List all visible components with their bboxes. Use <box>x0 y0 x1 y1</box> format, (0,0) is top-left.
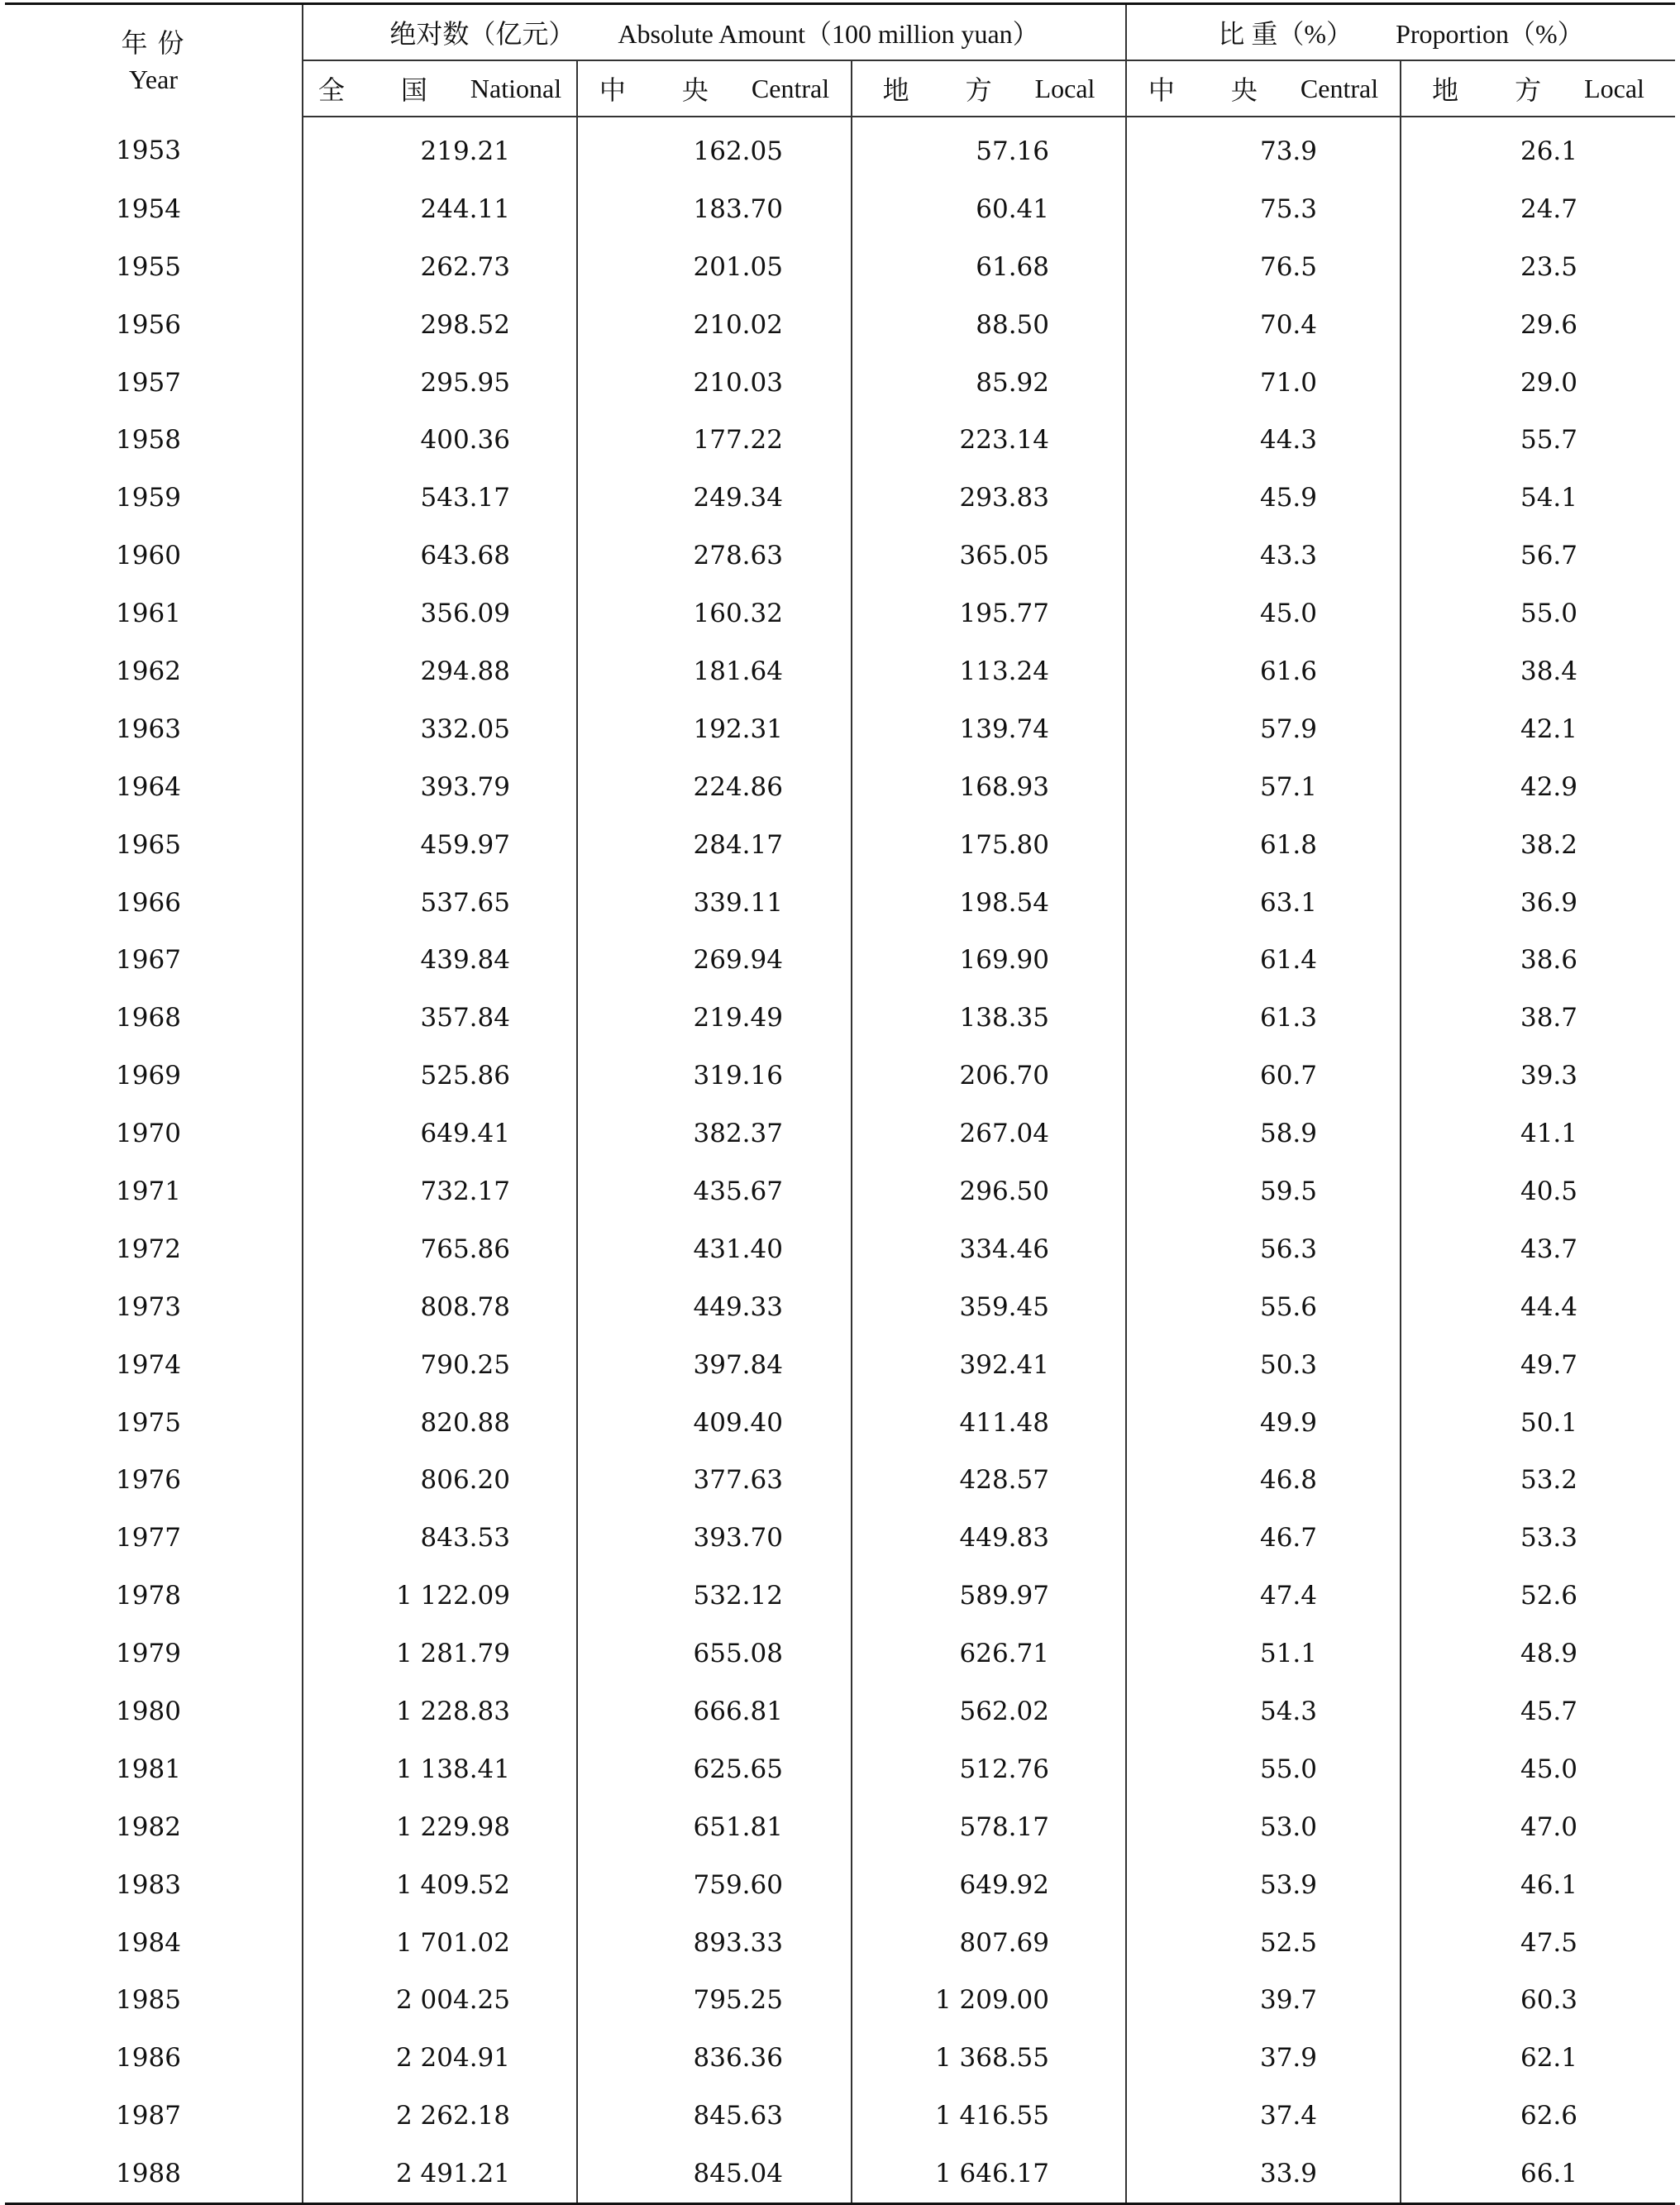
local-amount-cell: 411.48 <box>852 1394 1126 1452</box>
local-amount-cell: 1 646.17 <box>852 2145 1126 2203</box>
table-row <box>5 1162 1675 1220</box>
central-proportion-cell: 75.3 <box>1126 180 1401 238</box>
local-proportion-cell: 55.0 <box>1520 599 1578 629</box>
central-amount-cell: 278.63 <box>577 527 852 585</box>
local-proportion-cell: 43.7 <box>1520 1234 1578 1264</box>
central-proportion-cell: 63.1 <box>1126 874 1401 932</box>
central-amount-cell: 249.34 <box>577 469 852 527</box>
local-amount-header-en: Local <box>1034 73 1095 103</box>
local-amount-cell: 88.50 <box>852 296 1126 354</box>
table-row <box>5 989 1675 1047</box>
central-amount-cell: 759.60 <box>577 1856 852 1914</box>
year-cell: 1979 <box>5 1625 303 1682</box>
central-proportion-cell: 55.0 <box>1126 1740 1401 1798</box>
central-proportion-cell: 53.9 <box>1126 1856 1401 1914</box>
central-amount-cell: 210.02 <box>577 296 852 354</box>
local-amount-cell: 85.92 <box>852 354 1126 412</box>
local-amount-cell: 649.92 <box>852 1856 1126 1914</box>
central-proportion-cell: 46.8 <box>1126 1451 1401 1509</box>
year-cell: 1956 <box>5 296 303 354</box>
central-proportion-cell: 51.1 <box>1126 1625 1401 1682</box>
local-amount-cell: 168.93 <box>852 758 1126 816</box>
central-amount-cell: 269.94 <box>577 931 852 989</box>
year-cell: 1961 <box>5 585 303 642</box>
year-header-zh: 年 份 <box>121 27 186 58</box>
year-cell: 1971 <box>5 1162 303 1220</box>
national-amount-cell: 732.17 <box>303 1162 577 1220</box>
local-amount-cell: 293.83 <box>852 469 1126 527</box>
local-proportion-cell: 52.6 <box>1520 1581 1578 1611</box>
central-proportion-cell: 61.8 <box>1126 816 1401 874</box>
central-amount-cell: 319.16 <box>577 1047 852 1105</box>
table-row <box>5 354 1675 412</box>
central-amount-cell: 655.08 <box>577 1625 852 1682</box>
local-proportion-cell: 38.6 <box>1520 945 1578 976</box>
national-amount-cell: 525.86 <box>303 1047 577 1105</box>
local-amount-cell: 198.54 <box>852 874 1126 932</box>
central-amount-cell: 339.11 <box>577 874 852 932</box>
year-cell: 1985 <box>5 1972 303 2030</box>
year-cell: 1964 <box>5 758 303 816</box>
central-amount-cell: 397.84 <box>577 1336 852 1394</box>
central-proportion-column-header <box>1126 60 1401 117</box>
year-cell: 1988 <box>5 2145 303 2203</box>
absolute-amount-group-header <box>303 4 1126 61</box>
table-row <box>5 1336 1675 1394</box>
year-column-header <box>5 4 303 117</box>
absolute-amount-header-en: Absolute Amount（100 million yuan） <box>618 19 1039 49</box>
year-cell: 1967 <box>5 931 303 989</box>
local-amount-cell: 807.69 <box>852 1914 1126 1972</box>
local-proportion-column-header <box>1401 60 1675 117</box>
local-amount-cell: 359.45 <box>852 1278 1126 1336</box>
table-row <box>5 1740 1675 1798</box>
local-amount-cell: 57.16 <box>852 117 1126 180</box>
central-proportion-cell: 58.9 <box>1126 1105 1401 1162</box>
local-proportion-cell: 38.7 <box>1520 1003 1578 1033</box>
local-amount-cell: 578.17 <box>852 1798 1126 1856</box>
local-amount-cell: 61.68 <box>852 238 1126 296</box>
year-header-en: Year <box>129 64 178 94</box>
central-amount-cell: 177.22 <box>577 411 852 469</box>
national-amount-cell: 459.97 <box>303 816 577 874</box>
year-cell: 1977 <box>5 1509 303 1567</box>
year-cell: 1972 <box>5 1220 303 1278</box>
central-amount-header-zh: 中 央 <box>599 75 733 105</box>
national-column-header <box>303 60 577 117</box>
local-proportion-cell: 62.6 <box>1520 2101 1578 2131</box>
national-amount-cell: 356.09 <box>303 585 577 642</box>
local-amount-cell: 449.83 <box>852 1509 1126 1567</box>
national-amount-cell: 537.65 <box>303 874 577 932</box>
central-proportion-cell: 57.9 <box>1126 700 1401 758</box>
table-row <box>5 2145 1675 2203</box>
year-cell: 1965 <box>5 816 303 874</box>
national-amount-cell: 806.20 <box>303 1451 577 1509</box>
year-cell: 1975 <box>5 1394 303 1452</box>
year-cell: 1974 <box>5 1336 303 1394</box>
table-row <box>5 2087 1675 2145</box>
national-amount-cell: 357.84 <box>303 989 577 1047</box>
table-row <box>5 2029 1675 2087</box>
local-amount-column-header <box>852 60 1126 117</box>
year-cell: 1986 <box>5 2029 303 2087</box>
central-proportion-cell: 43.3 <box>1126 527 1401 585</box>
national-amount-cell: 294.88 <box>303 642 577 700</box>
local-amount-cell: 206.70 <box>852 1047 1126 1105</box>
table-row <box>5 1798 1675 1856</box>
central-proportion-cell: 60.7 <box>1126 1047 1401 1105</box>
central-proportion-cell: 61.3 <box>1126 989 1401 1047</box>
local-proportion-cell: 38.4 <box>1520 656 1578 686</box>
proportion-header-en: Proportion（%） <box>1396 19 1584 49</box>
table-row <box>5 1047 1675 1105</box>
local-proportion-cell: 48.9 <box>1520 1639 1578 1669</box>
table-row <box>5 874 1675 932</box>
local-proportion-cell: 60.3 <box>1520 1985 1578 2016</box>
local-amount-cell: 1 209.00 <box>852 1972 1126 2030</box>
national-amount-cell: 1 409.52 <box>303 1856 577 1914</box>
central-amount-cell: 201.05 <box>577 238 852 296</box>
table-body <box>5 117 1675 2204</box>
national-amount-cell: 843.53 <box>303 1509 577 1567</box>
national-header-en: National <box>470 73 562 103</box>
year-cell: 1959 <box>5 469 303 527</box>
local-amount-cell: 138.35 <box>852 989 1126 1047</box>
national-amount-cell: 295.95 <box>303 354 577 412</box>
central-amount-cell: 377.63 <box>577 1451 852 1509</box>
proportion-header-zh: 比 重（%） <box>1218 19 1353 49</box>
national-amount-cell: 2 004.25 <box>303 1972 577 2030</box>
central-amount-cell: 836.36 <box>577 2029 852 2087</box>
national-amount-cell: 643.68 <box>303 527 577 585</box>
year-cell: 1962 <box>5 642 303 700</box>
local-amount-cell: 169.90 <box>852 931 1126 989</box>
table-row <box>5 1856 1675 1914</box>
local-proportion-cell: 41.1 <box>1520 1119 1578 1149</box>
table-row <box>5 1625 1675 1682</box>
national-amount-cell: 820.88 <box>303 1394 577 1452</box>
local-amount-cell: 365.05 <box>852 527 1126 585</box>
national-amount-cell: 790.25 <box>303 1336 577 1394</box>
local-proportion-cell: 53.2 <box>1520 1465 1578 1496</box>
local-proportion-cell: 29.6 <box>1520 309 1578 340</box>
central-proportion-cell: 47.4 <box>1126 1567 1401 1625</box>
local-proportion-cell: 29.0 <box>1520 367 1578 398</box>
local-amount-cell: 512.76 <box>852 1740 1126 1798</box>
year-cell: 1968 <box>5 989 303 1047</box>
national-amount-cell: 262.73 <box>303 238 577 296</box>
table-row <box>5 1220 1675 1278</box>
national-header-zh: 全 国 <box>317 75 452 105</box>
table-row <box>5 1972 1675 2030</box>
national-amount-cell: 543.17 <box>303 469 577 527</box>
national-amount-cell: 1 229.98 <box>303 1798 577 1856</box>
central-proportion-cell: 57.1 <box>1126 758 1401 816</box>
header-row-top <box>5 4 1675 61</box>
year-cell: 1980 <box>5 1682 303 1740</box>
table-row <box>5 469 1675 527</box>
statistics-table-container <box>5 2 1675 2193</box>
central-proportion-cell: 44.3 <box>1126 411 1401 469</box>
year-cell: 1983 <box>5 1856 303 1914</box>
central-proportion-cell: 50.3 <box>1126 1336 1401 1394</box>
central-proportion-cell: 61.6 <box>1126 642 1401 700</box>
local-amount-cell: 562.02 <box>852 1682 1126 1740</box>
central-amount-cell: 181.64 <box>577 642 852 700</box>
central-amount-cell: 435.67 <box>577 1162 852 1220</box>
local-proportion-cell: 44.4 <box>1520 1291 1578 1322</box>
central-amount-cell: 162.05 <box>577 117 852 180</box>
local-proportion-header-zh: 地 方 <box>1432 75 1567 105</box>
local-proportion-cell: 45.7 <box>1520 1696 1578 1726</box>
local-proportion-cell: 47.5 <box>1520 1927 1578 1958</box>
local-amount-cell: 1 416.55 <box>852 2087 1126 2145</box>
central-proportion-cell: 45.9 <box>1126 469 1401 527</box>
national-amount-cell: 332.05 <box>303 700 577 758</box>
central-amount-header-en: Central <box>751 73 830 103</box>
central-amount-cell: 284.17 <box>577 816 852 874</box>
national-amount-cell: 765.86 <box>303 1220 577 1278</box>
central-amount-cell: 160.32 <box>577 585 852 642</box>
central-proportion-cell: 52.5 <box>1126 1914 1401 1972</box>
local-proportion-cell: 49.7 <box>1520 1349 1578 1380</box>
year-cell: 1963 <box>5 700 303 758</box>
central-proportion-cell: 37.9 <box>1126 2029 1401 2087</box>
local-amount-cell: 1 368.55 <box>852 2029 1126 2087</box>
central-proportion-cell: 70.4 <box>1126 296 1401 354</box>
central-proportion-cell: 37.4 <box>1126 2087 1401 2145</box>
local-proportion-cell: 53.3 <box>1520 1523 1578 1554</box>
local-proportion-header-en: Local <box>1584 73 1644 103</box>
local-amount-cell: 175.80 <box>852 816 1126 874</box>
table-row <box>5 700 1675 758</box>
local-proportion-cell: 38.2 <box>1520 829 1578 860</box>
central-proportion-cell: 46.7 <box>1126 1509 1401 1567</box>
table-row <box>5 411 1675 469</box>
central-amount-cell: 210.03 <box>577 354 852 412</box>
central-proportion-cell: 61.4 <box>1126 931 1401 989</box>
national-amount-cell: 219.21 <box>303 117 577 180</box>
year-cell: 1981 <box>5 1740 303 1798</box>
central-amount-cell: 532.12 <box>577 1567 852 1625</box>
table-row <box>5 642 1675 700</box>
local-amount-cell: 428.57 <box>852 1451 1126 1509</box>
national-amount-cell: 400.36 <box>303 411 577 469</box>
national-amount-cell: 2 491.21 <box>303 2145 577 2203</box>
table-row <box>5 585 1675 642</box>
central-proportion-cell: 49.9 <box>1126 1394 1401 1452</box>
central-amount-cell: 393.70 <box>577 1509 852 1567</box>
local-proportion-cell: 54.1 <box>1520 483 1578 513</box>
local-proportion-cell: 42.1 <box>1520 714 1578 744</box>
national-amount-cell: 649.41 <box>303 1105 577 1162</box>
table-row <box>5 1914 1675 1972</box>
national-amount-cell: 298.52 <box>303 296 577 354</box>
year-cell: 1957 <box>5 354 303 412</box>
central-proportion-cell: 73.9 <box>1126 117 1401 180</box>
central-amount-cell: 845.04 <box>577 2145 852 2203</box>
table-row <box>5 931 1675 989</box>
table-row <box>5 1682 1675 1740</box>
central-proportion-cell: 54.3 <box>1126 1682 1401 1740</box>
local-amount-cell: 60.41 <box>852 180 1126 238</box>
central-amount-cell: 219.49 <box>577 989 852 1047</box>
revenue-table <box>5 2 1675 2205</box>
local-amount-cell: 139.74 <box>852 700 1126 758</box>
proportion-group-header <box>1126 4 1675 61</box>
local-proportion-cell: 47.0 <box>1520 1811 1578 1842</box>
local-amount-cell: 195.77 <box>852 585 1126 642</box>
local-amount-cell: 113.24 <box>852 642 1126 700</box>
central-amount-cell: 651.81 <box>577 1798 852 1856</box>
year-cell: 1987 <box>5 2087 303 2145</box>
year-cell: 1958 <box>5 411 303 469</box>
local-proportion-cell: 36.9 <box>1520 887 1578 918</box>
table-row <box>5 1105 1675 1162</box>
central-proportion-header-en: Central <box>1300 73 1379 103</box>
local-proportion-cell: 66.1 <box>1401 2145 1675 2203</box>
table-row <box>5 1567 1675 1625</box>
central-amount-cell: 409.40 <box>577 1394 852 1452</box>
central-proportion-cell: 71.0 <box>1126 354 1401 412</box>
local-amount-cell: 589.97 <box>852 1567 1126 1625</box>
year-cell: 1969 <box>5 1047 303 1105</box>
table-row <box>5 527 1675 585</box>
central-amount-cell: 382.37 <box>577 1105 852 1162</box>
table-row <box>5 117 1675 180</box>
local-proportion-cell: 45.0 <box>1520 1754 1578 1784</box>
central-amount-cell: 183.70 <box>577 180 852 238</box>
table-row <box>5 816 1675 874</box>
central-amount-cell: 224.86 <box>577 758 852 816</box>
local-proportion-cell: 50.1 <box>1520 1407 1578 1438</box>
national-amount-cell: 2 204.91 <box>303 2029 577 2087</box>
local-proportion-cell: 42.9 <box>1520 771 1578 802</box>
local-proportion-cell: 46.1 <box>1520 1869 1578 1900</box>
year-cell: 1978 <box>5 1567 303 1625</box>
central-proportion-cell: 53.0 <box>1126 1798 1401 1856</box>
local-amount-cell: 626.71 <box>852 1625 1126 1682</box>
central-amount-cell: 795.25 <box>577 1972 852 2030</box>
national-amount-cell: 439.84 <box>303 931 577 989</box>
central-amount-cell: 192.31 <box>577 700 852 758</box>
national-amount-cell: 1 228.83 <box>303 1682 577 1740</box>
table-row <box>5 180 1675 238</box>
local-amount-cell: 296.50 <box>852 1162 1126 1220</box>
central-proportion-cell: 33.9 <box>1126 2145 1401 2203</box>
central-amount-cell: 666.81 <box>577 1682 852 1740</box>
table-row <box>5 1278 1675 1336</box>
table-row <box>5 238 1675 296</box>
central-amount-cell: 449.33 <box>577 1278 852 1336</box>
national-amount-cell: 1 281.79 <box>303 1625 577 1682</box>
absolute-amount-header-zh: 绝对数（亿元） <box>389 19 575 49</box>
year-cell: 1966 <box>5 874 303 932</box>
local-proportion-cell: 62.1 <box>1520 2043 1578 2074</box>
central-proportion-cell: 55.6 <box>1126 1278 1401 1336</box>
year-cell: 1982 <box>5 1798 303 1856</box>
national-amount-cell: 808.78 <box>303 1278 577 1336</box>
central-amount-cell: 431.40 <box>577 1220 852 1278</box>
table-row <box>5 1509 1675 1567</box>
local-amount-cell: 267.04 <box>852 1105 1126 1162</box>
national-amount-cell: 1 701.02 <box>303 1914 577 1972</box>
year-cell: 1970 <box>5 1105 303 1162</box>
central-amount-column-header <box>577 60 852 117</box>
table-row <box>5 1394 1675 1452</box>
central-proportion-cell: 76.5 <box>1126 238 1401 296</box>
central-amount-cell: 893.33 <box>577 1914 852 1972</box>
year-cell: 1973 <box>5 1278 303 1336</box>
table-row <box>5 758 1675 816</box>
year-cell: 1976 <box>5 1451 303 1509</box>
central-amount-cell: 625.65 <box>577 1740 852 1798</box>
local-proportion-cell: 40.5 <box>1520 1176 1578 1206</box>
table-row <box>5 1451 1675 1509</box>
central-amount-cell: 845.63 <box>577 2087 852 2145</box>
local-amount-cell: 223.14 <box>852 411 1126 469</box>
year-cell: 1953 <box>5 117 303 180</box>
local-proportion-cell: 55.7 <box>1520 425 1578 456</box>
year-cell: 1954 <box>5 180 303 238</box>
table-row <box>5 296 1675 354</box>
local-amount-header-zh: 地 方 <box>882 75 1017 105</box>
local-proportion-cell: 39.3 <box>1520 1061 1578 1091</box>
local-proportion-cell: 24.7 <box>1520 193 1578 224</box>
table-header <box>5 4 1675 117</box>
local-proportion-cell: 23.5 <box>1520 251 1578 282</box>
year-cell: 1955 <box>5 238 303 296</box>
local-proportion-cell: 56.7 <box>1520 541 1578 571</box>
year-cell: 1984 <box>5 1914 303 1972</box>
local-proportion-cell: 26.1 <box>1520 136 1578 166</box>
local-amount-cell: 392.41 <box>852 1336 1126 1394</box>
central-proportion-cell: 45.0 <box>1126 585 1401 642</box>
central-proportion-header-zh: 中 央 <box>1148 75 1282 105</box>
national-amount-cell: 393.79 <box>303 758 577 816</box>
national-amount-cell: 1 138.41 <box>303 1740 577 1798</box>
national-amount-cell: 1 122.09 <box>303 1567 577 1625</box>
year-cell: 1960 <box>5 527 303 585</box>
central-proportion-cell: 59.5 <box>1126 1162 1401 1220</box>
local-amount-cell: 334.46 <box>852 1220 1126 1278</box>
central-proportion-cell: 56.3 <box>1126 1220 1401 1278</box>
national-amount-cell: 244.11 <box>303 180 577 238</box>
national-amount-cell: 2 262.18 <box>303 2087 577 2145</box>
central-proportion-cell: 39.7 <box>1126 1972 1401 2030</box>
